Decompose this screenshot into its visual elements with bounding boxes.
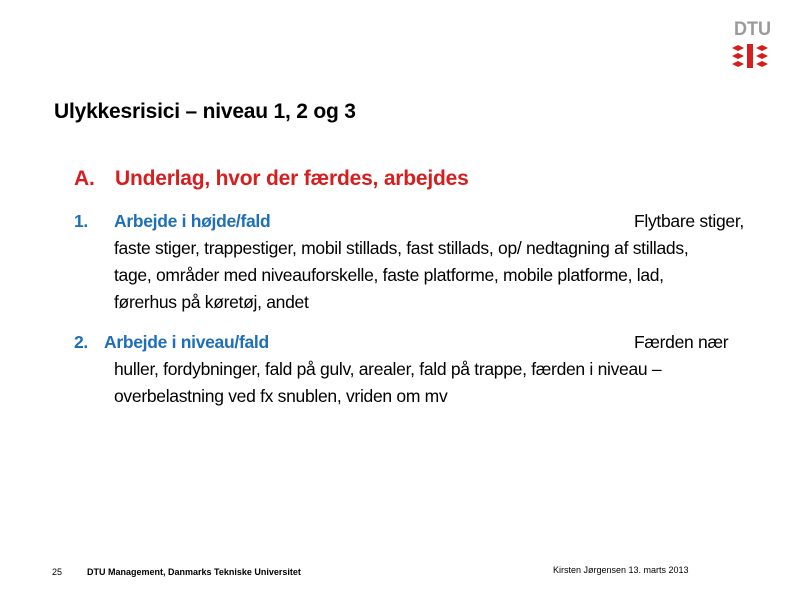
section-heading <box>74 166 469 192</box>
item-line: overbelastning ved fx snublen, vriden om mv <box>114 386 448 406</box>
footer-author-date: Kirsten Jørgensen 13. marts 2013 <box>553 565 689 575</box>
list-item <box>74 329 774 411</box>
section-marker: A. <box>74 167 95 190</box>
item-line: huller, fordybninger, fald på gulv, arealer, fald på trappe, færden i niveau – <box>114 359 662 379</box>
item-line: førerhus på køretøj, andet <box>114 292 309 312</box>
item-label: Arbejde i niveau/fald <box>104 332 269 352</box>
item-lead: Flytbare stiger, <box>634 211 744 231</box>
slide-title: Ulykkesrisici – niveau 1, 2 og 3 <box>54 100 356 123</box>
item-number: 2. <box>74 332 88 352</box>
dtu-logo-text: DTU <box>734 19 772 40</box>
item-label: Arbejde i højde/fald <box>114 211 271 231</box>
list-item <box>74 208 774 318</box>
item-lead: Færden nær <box>634 332 729 352</box>
section-text: Underlag, hvor der færdes, arbejdes <box>115 167 469 190</box>
item-line: faste stiger, trappestiger, mobil stillads, fast stillads, op/ nedtagning af stillads, <box>114 238 689 258</box>
dtu-logo <box>730 20 770 72</box>
dtu-logo-mark-icon <box>732 44 768 68</box>
footer-organization: DTU Management, Danmarks Tekniske Universitet <box>87 567 301 577</box>
item-number: 1. <box>74 211 88 231</box>
footer-page-number: 25 <box>52 567 63 577</box>
item-line: tage, områder med niveauforskelle, faste platforme, mobile platforme, lad, <box>114 265 664 285</box>
